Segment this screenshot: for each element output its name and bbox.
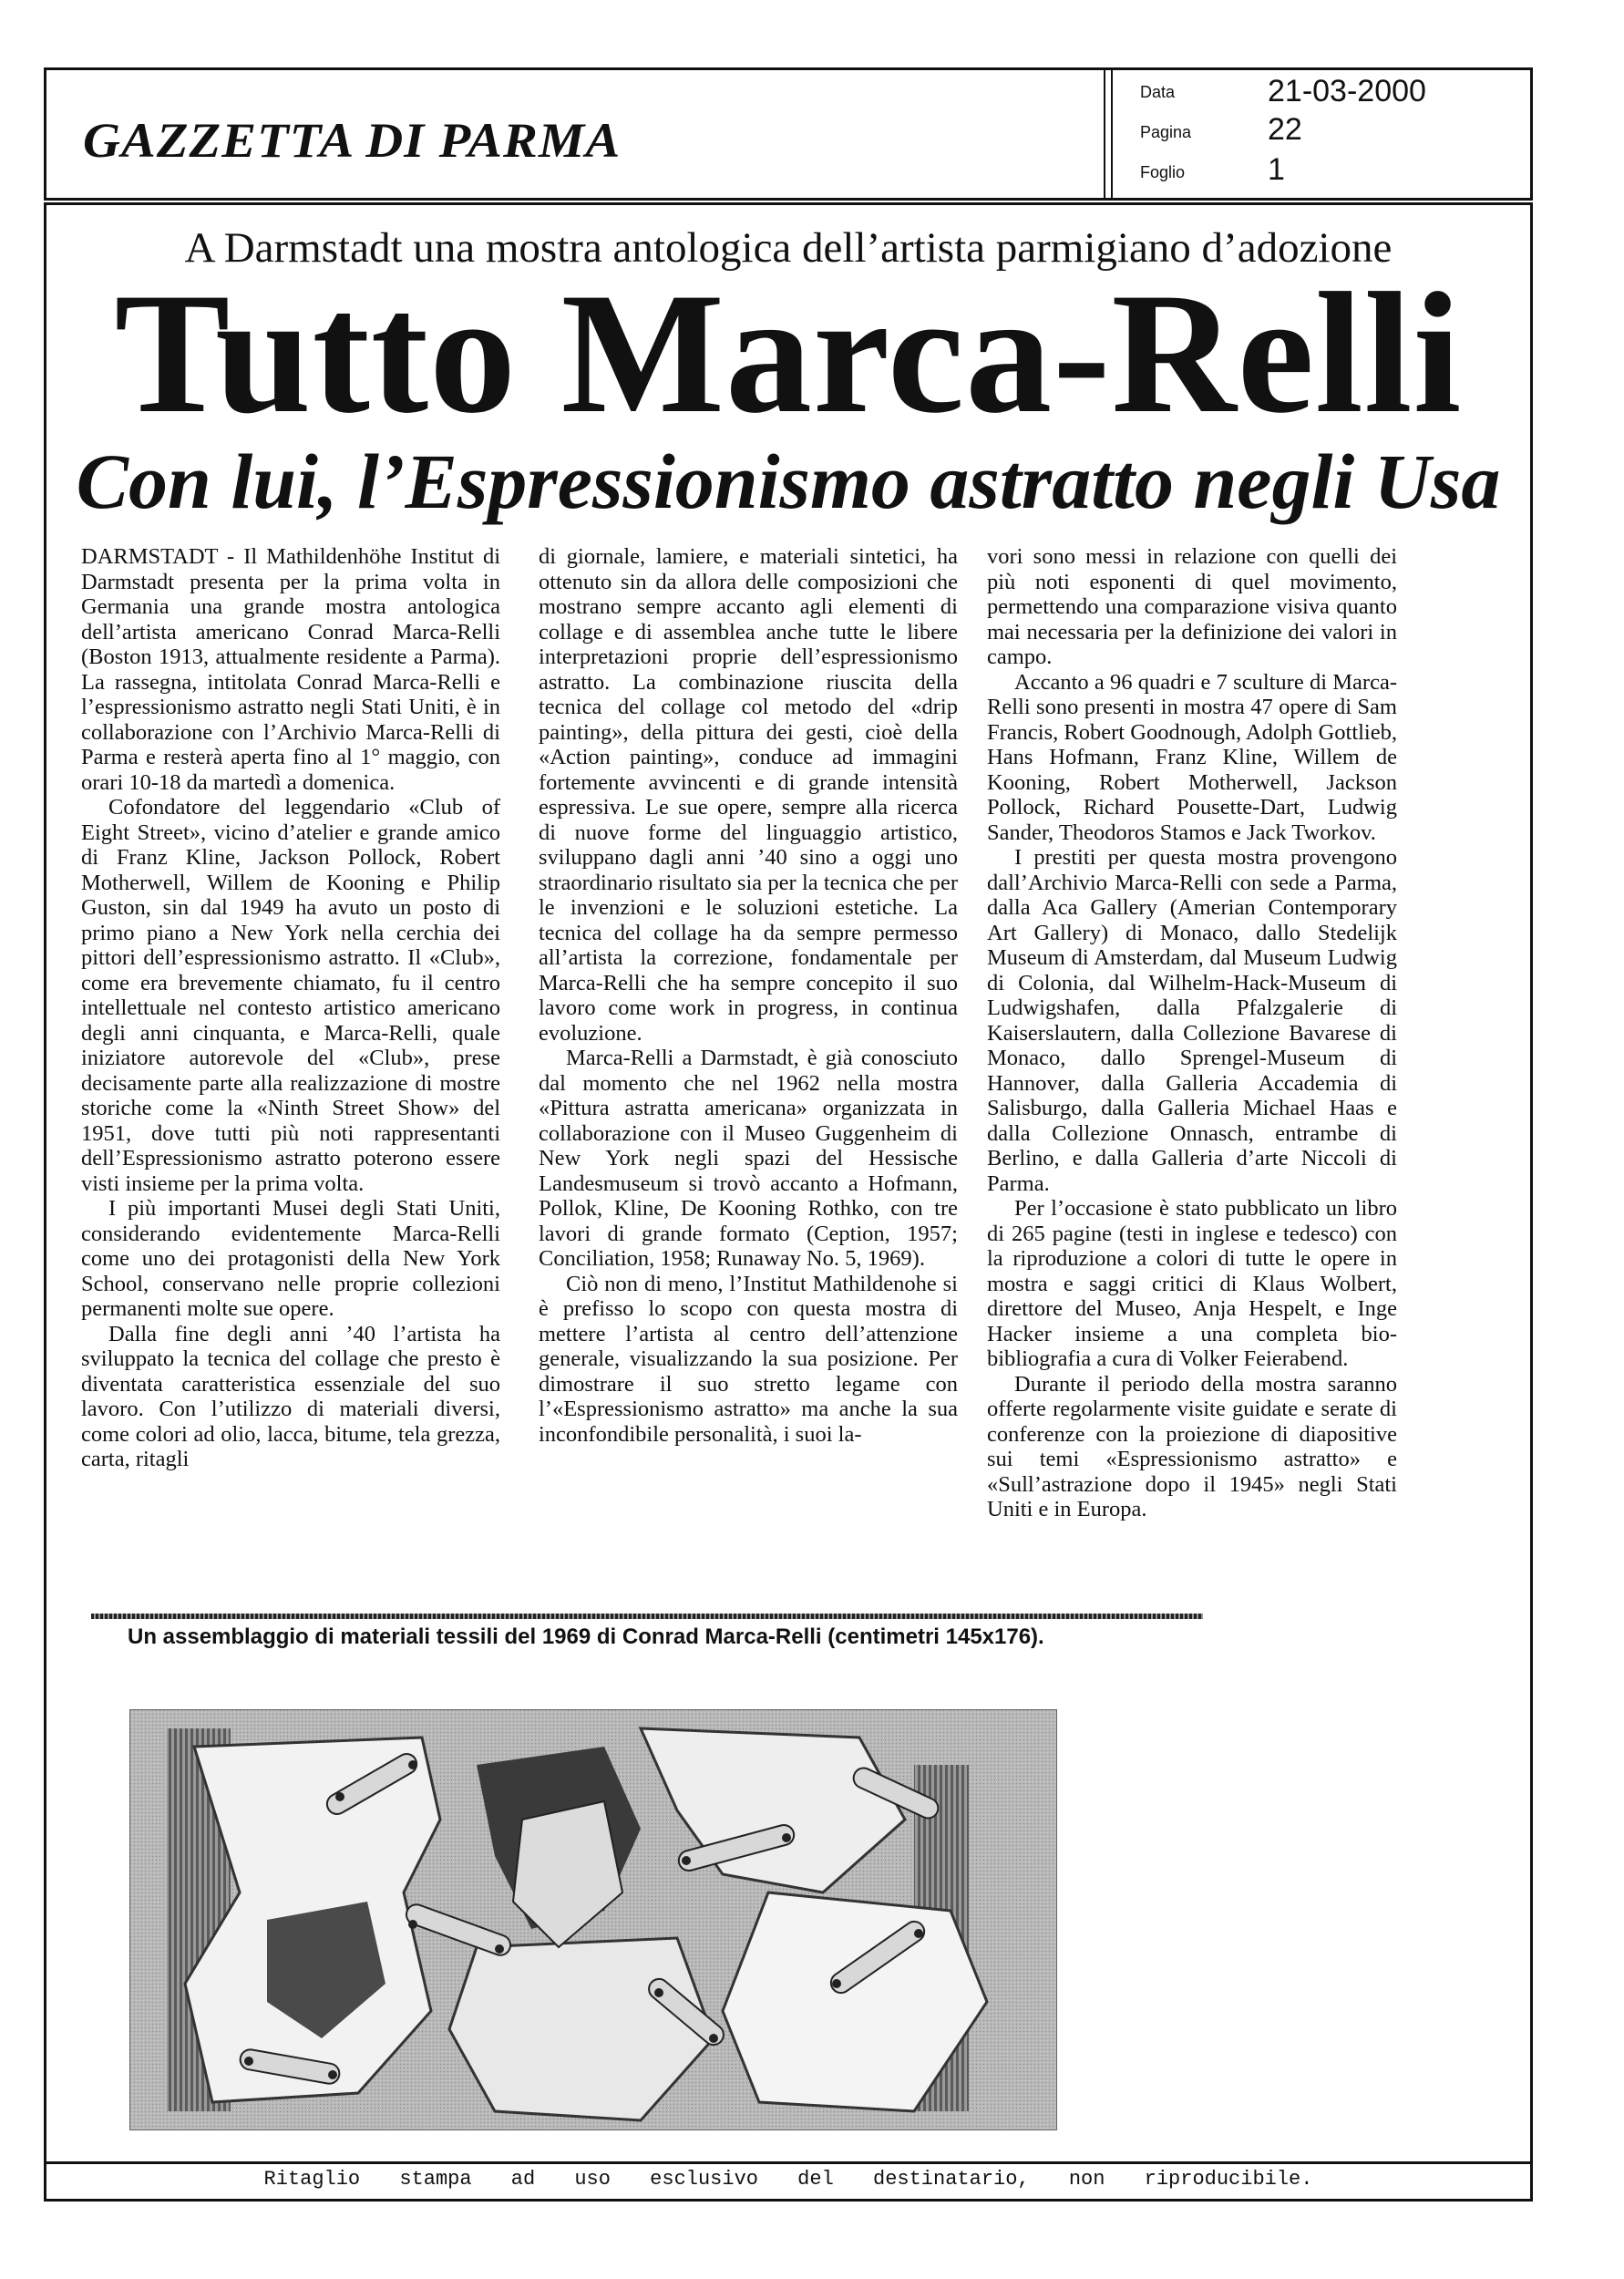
clipping-header [44,67,1533,201]
paragraph: Ciò non di meno, l’Institut Mathildenohe si è prefisso lo scopo con questa mostra di mettere l’artista al centro dell’attenzione generale, visualizzando la sua posizione. Per dimostrare il suo stretto legame con l’«Espressionismo astratto» ma anche la sua inconfondibile personalità, i suoi la- [539,1271,958,1447]
article-column-3 [987,544,1397,1522]
paragraph: I prestiti per questa mostra provengono dall’Archivio Marca-Relli con sede a Parma, dalla Aca Gallery (Amerian Contemporary Art Gallery) di Monaco, dallo Stedelijk Museum di Amsterdam, dal Museum Ludwig di Colonia, dal Wilhelm-Hack-Museum di Ludwigshafen, dalla Pfalzgalerie di Kaiserslautern, dalla Collezione Bavarese di Monaco, dallo Sprengel-Museum di Hannover, dalla Galleria Accademia di Salisburgo, dalla Galleria Michael Haas e dalla Collezione Onnasch, entrambe di Berlino, e dalla Galleria d’arte Niccoli di Parma. [987,845,1397,1196]
metadata-cell [1111,70,1532,198]
date-value: 21-03-2000 [1268,74,1426,108]
article-column-1 [81,544,500,1472]
paragraph: DARMSTADT - Il Mathildenhöhe Institut di Darmstadt presenta per la prima volta in Germania una grande mostra antologica dell’artista americano Conrad Marca-Relli (Boston 1913, attualmente residente a Parma). La rassegna, intitolata Conrad Marca-Relli e l’espressionismo astratto negli Stati Uniti, è in collaborazione con l’Archivio Marca-Relli di Parma e resterà aperta fino al 1° maggio, con orari 10-18 da martedì a domenica. [81,544,500,795]
sheet-value: 1 [1268,152,1285,187]
paragraph: Marca-Relli a Darmstadt, è già conosciuto dal momento che nel 1962 nella mostra «Pittura astratta americana» organizzata in collaborazione con il Museo Guggenheim di New York negli spazi del Hessische Landesmuseum si trovò accanto a Hofmann, Pollok, Kline, De Kooning Rothko, con tre lavori di grande formato (Ception, 1957; Conciliation, 1958; Runaway No. 5, 1969). [539,1046,958,1271]
article-subhead: Con lui, l’Espressionismo astratto negli Usa [76,438,1501,525]
photo-caption: Un assemblaggio di materiali tessili del 1969 di Conrad Marca-Relli (centimetri 145x176). [128,1624,1044,1649]
page-label: Pagina [1140,123,1192,141]
paragraph: Dalla fine degli anni ’40 l’artista ha sviluppato la tecnica del collage che presto è diventata caratteristica essenziale del suo lavoro. Con l’utilizzo di materiali diversi, come colori ad olio, lacca, bitume, tela grezza, carta, ritagli [81,1321,500,1471]
article-column-2 [539,544,958,1447]
caption-divider [91,1614,1203,1619]
date-label: Data [1140,83,1176,101]
paragraph: di giornale, lamiere, e materiali sintetici, ha ottenuto sin da allora delle composizioni che mostrano sempre accanto agli elementi di collage e di assemblea anche tutte le libere interpretazioni proprie dell’espressionismo astratto. La combinazione riuscita della tecnica del collage col metodo del «drip painting», della pittura dei gesti, cioè della «Action painting», conduce ad immagini fortemente avvincenti e di grande intensità espressiva. Le sue opere, sempre alla ricerca di nuove forme del linguaggio artistico, sviluppano dagli anni ’40 sino a oggi uno straordinario risultato sia per la tecnica che per le invenzioni e le soluzioni estetiche. La tecnica del collage ha da sempre permesso all’artista la correzione, fondamentale per Marca-Relli che ha sempre concepito il suo lavoro come work in progress, in continua evoluzione. [539,544,958,1046]
artwork-photo [129,1709,1057,2130]
article-kicker: A Darmstadt una mostra antologica dell’artista parmigiano d’adozione [184,224,1393,272]
article-headline: Tutto Marca-Relli [114,258,1463,449]
paragraph: I più importanti Musei degli Stati Uniti, considerando evidentemente Marca-Relli come uno dei protagonisti della New York School, conservano nelle proprie collezioni permanenti molte sue opere. [81,1196,500,1321]
paragraph: vori sono messi in relazione con quelli dei più noti esponenti di quel movimento, permettendo una comparazione visiva quanto mai necessaria per la definizione dei valori in campo. [987,544,1397,669]
page-value: 22 [1268,112,1302,147]
clipping-footer [44,2162,1533,2202]
masthead-cell [46,70,1105,198]
paragraph: Durante il periodo della mostra saranno offerte regolarmente visite guidate e serate di conferenze con la proiezione di diapositive sui temi «Espressionismo astratto» e «Sull’astrazione dopo il 1945» negli Stati Uniti e in Europa. [987,1371,1397,1521]
sheet-label: Foglio [1140,163,1186,181]
reproduction-notice: Ritaglio stampa ad uso esclusivo del destinatario, non riproducibile. [263,2168,1313,2191]
newspaper-logo: GAZZETTA DI PARMA [83,113,622,168]
collage-illustration [130,1710,1056,2129]
paragraph: Per l’occasione è stato pubblicato un libro di 265 pagine (testi in inglese e tedesco) con la riproduzione a colori di tutte le opere in mostra e saggi critici di Klaus Wolbert, direttore del Museo, Anja Hespelt, e Inge Hacker insieme a una completa bio-bibliografia a cura di Volker Feierabend. [987,1196,1397,1371]
paragraph: Accanto a 96 quadri e 7 sculture di Marca-Relli sono presenti in mostra 47 opere di Sam Francis, Robert Goodnough, Adolph Gottlieb, Hans Hofmann, Franz Kline, Willem de Kooning, Robert Motherwell, Jackson Pollock, Richard Pousette-Dart, Ludwig Sander, Theodoros Stamos e Jack Tworkov. [987,669,1397,845]
paragraph: Cofondatore del leggendario «Club of Eight Street», vicino d’atelier e grande amico di Franz Kline, Jackson Pollock, Robert Motherwell, Willem de Kooning e Philip Guston, sin dal 1949 ha avuto un posto di primo piano a New York nella cerchia dei pittori dell’espressionismo astratto. Il «Club», come era brevemente chiamato, fu il centro intellettuale nel contesto artistico americano degli anni cinquanta, e Marca-Relli, quale iniziatore autorevole del «Club», prese decisamente parte alla realizzazione di mostre storiche come la «Ninth Street Show» del 1951, dove tutti più noti rappresentanti dell’Espressionismo astratto poterono essere visti insieme per la prima volta. [81,795,500,1196]
